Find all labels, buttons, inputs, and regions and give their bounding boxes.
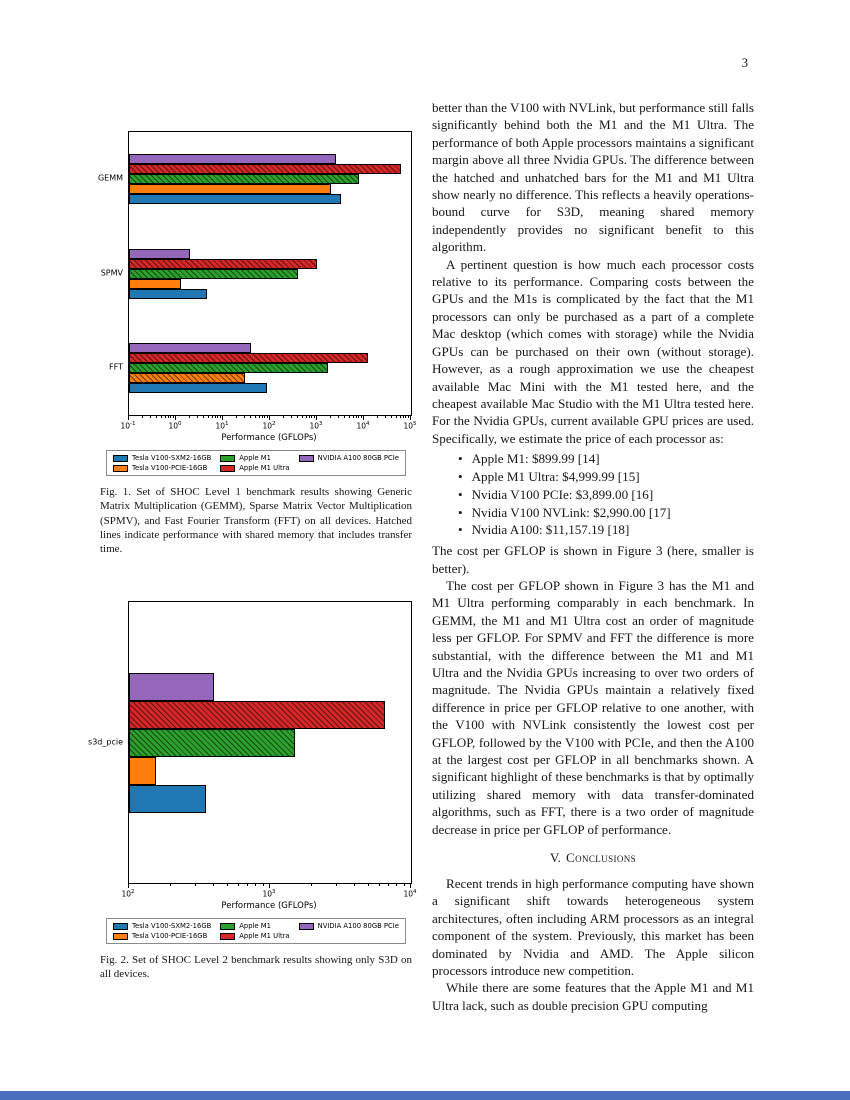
x-tick-minor [291, 416, 292, 418]
bar-spmv-nvidia-a100-80gb-pcie [129, 249, 190, 259]
ytick-s3d-pcie: s3d_pcie [88, 737, 123, 746]
bar-fft-tesla-v100-pcie-16gb [129, 373, 245, 383]
x-tick-minor [142, 416, 143, 418]
price-item-m1: • Apple M1: $899.99 [14] [458, 450, 754, 468]
x-tick-minor [344, 416, 345, 418]
x-tick-minor [255, 884, 256, 886]
x-tick-minor [168, 416, 169, 418]
fig1-x-label: Performance (GFLOPs) [221, 433, 317, 443]
x-tick-minor [408, 416, 409, 418]
x-tick-minor [396, 416, 397, 418]
x-tick-minor [396, 884, 397, 886]
x-tick-major [269, 884, 270, 888]
bar-fft-apple-m1-ultra [129, 353, 368, 363]
x-tick-minor [356, 416, 357, 418]
x-tick-minor [259, 416, 260, 418]
legend-swatch [299, 455, 314, 462]
x-tick-minor [314, 416, 315, 418]
x-tick-minor [338, 416, 339, 418]
x-tick-major [316, 416, 317, 420]
x-tick-minor [161, 416, 162, 418]
x-tick-major [222, 416, 223, 420]
bar-spmv-apple-m1-ultra [129, 259, 317, 269]
x-tick-minor [264, 416, 265, 418]
legend-label: Tesla V100-PCIE-16GB [132, 932, 208, 940]
paragraph-conclusions-1: Recent trends in high performance computing have shown a significant shift towards heterogeneous system architectures, often including ARM processors as an integral component of the system. Previously, this market has been dominated by Nvidia and AMD. The Apple silicon processors introduce new competition. [432, 876, 754, 979]
legend-swatch [113, 465, 128, 472]
xtick-label: $10^3$ [262, 889, 276, 899]
legend-item-apple-m1-ultra [220, 932, 289, 940]
fig2-caption: Fig. 2. Set of SHOC Level 2 benchmark results showing only S3D on all devices. [100, 954, 412, 981]
x-tick-minor [403, 416, 404, 418]
x-tick-minor [379, 884, 380, 886]
x-tick-minor [212, 416, 213, 418]
x-tick-minor [391, 416, 392, 418]
bar-spmv-apple-m1 [129, 269, 298, 279]
x-tick-minor [215, 416, 216, 418]
x-tick-minor [404, 884, 405, 886]
legend-swatch [113, 455, 128, 462]
fig1-y-axis [98, 131, 128, 416]
bar-s3d-pcie-apple-m1 [129, 729, 295, 757]
ytick-spmv: SPMV [100, 268, 123, 277]
bar-fft-apple-m1 [129, 363, 328, 373]
x-tick-major [363, 416, 364, 420]
bar-s3d-pcie-apple-m1-ultra [129, 701, 385, 729]
x-tick-minor [227, 884, 228, 886]
figure1-chart [97, 131, 417, 476]
bar-gemm-tesla-v100-pcie-16gb [129, 184, 331, 194]
x-tick-minor [354, 884, 355, 886]
x-tick-minor [247, 884, 248, 886]
x-tick-minor [255, 416, 256, 418]
xtick-label: $10^{-1}$ [120, 421, 136, 431]
legend-item-tesla-v100-sxm2-16gb [113, 922, 211, 930]
x-tick-minor [173, 416, 174, 418]
xtick-label: $10^0$ [168, 421, 182, 431]
price-item-a100: • Nvidia A100: $11,157.19 [18] [458, 521, 754, 539]
legend-swatch [220, 455, 235, 462]
x-tick-minor [267, 416, 268, 418]
legend-swatch [113, 923, 128, 930]
bottom-bar [0, 1091, 850, 1100]
x-tick-major [410, 884, 411, 888]
x-tick-minor [311, 416, 312, 418]
legend-label: Tesla V100-SXM2-16GB [132, 454, 212, 462]
xtick-label: $10^2$ [262, 421, 276, 431]
paragraph-cost-question: A pertinent question is how much each processor costs relative to its performance. Comparing costs between the GPUs and the M1s is complicated by the fact that the M1 processors can only be purchased as a part of a complete Mac desktop (which comes with storage) while the Nvidia GPUs can be purchased on their own (without storage). However, as a rough approximation we use the cheapest available Mac Mini with the M1 tested here, and the cheapest available Mac Studio with the M1 Ultra tested here. For the Nvidia GPUs, current available GPU prices are used. Specifically, we estimate the price of each processor as: [432, 256, 754, 446]
bar-gemm-nvidia-a100-80gb-pcie [129, 154, 336, 164]
x-tick-minor [244, 416, 245, 418]
legend-swatch [220, 933, 235, 940]
fig2-plot-area [128, 601, 412, 884]
legend-item-nvidia-a100-80gb-pcie [299, 922, 399, 930]
x-tick-minor [297, 416, 298, 418]
x-tick-major [175, 416, 176, 420]
right-column [432, 99, 754, 1014]
x-tick-major [128, 884, 129, 888]
legend-label: Apple M1 Ultra [239, 464, 290, 472]
x-tick-minor [263, 884, 264, 886]
price-item-m1-ultra: • Apple M1 Ultra: $4,999.99 [15] [458, 468, 754, 486]
fig1-legend [106, 450, 406, 476]
legend-label: Apple M1 Ultra [239, 932, 290, 940]
legend-item-tesla-v100-pcie-16gb [113, 932, 211, 940]
fig2-legend [106, 918, 406, 944]
x-tick-minor [368, 884, 369, 886]
x-tick-minor [170, 416, 171, 418]
x-tick-minor [388, 884, 389, 886]
x-tick-minor [156, 416, 157, 418]
figure-1 [97, 131, 417, 556]
x-tick-minor [250, 416, 251, 418]
x-tick-minor [220, 416, 221, 418]
fig2-x-label: Performance (GFLOPs) [221, 901, 317, 911]
section-title: Conclusions [565, 850, 637, 866]
x-tick-minor [309, 416, 310, 418]
legend-swatch [220, 923, 235, 930]
fig1-plot-area [128, 131, 412, 416]
xtick-label: $10^1$ [215, 421, 229, 431]
bar-fft-nvidia-a100-80gb-pcie [129, 343, 251, 353]
price-item-v100-pcie: • Nvidia V100 PCIe: $3,899.00 [16] [458, 486, 754, 504]
xtick-label: $10^4$ [403, 889, 417, 899]
legend-item-tesla-v100-sxm2-16gb [113, 454, 211, 462]
x-tick-minor [203, 416, 204, 418]
x-tick-minor [208, 416, 209, 418]
paragraph-s3d-discussion: better than the V100 with NVLink, but performance still falls significantly behind both the M1 and the M1 Ultra. The performance of both Apple processors maintains a significant margin above all three Nvidia GPUs. The difference between the hatched and unhatched bars for the M1 and M1 Ultra show nearly no difference. This reflects a heavily operations-bound curve for S3D, meaning shared memory independently provides no significant benefit to this algorithm. [432, 100, 754, 255]
fig1-x-ticks [120, 416, 417, 433]
fig2-x-ticks [121, 884, 417, 901]
x-tick-minor [353, 416, 354, 418]
x-tick-minor [195, 884, 196, 886]
price-item-v100-nvlink: • Nvidia V100 NVLink: $2,990.00 [17] [458, 504, 754, 522]
legend-label: Apple M1 [239, 922, 271, 930]
legend-item-apple-m1-ultra [220, 464, 289, 472]
price-list [432, 450, 754, 539]
x-tick-minor [283, 416, 284, 418]
x-tick-major [269, 416, 270, 420]
bar-spmv-tesla-v100-sxm2-16gb [129, 289, 207, 299]
bar-s3d-pcie-tesla-v100-sxm2-16gb [129, 785, 206, 813]
x-tick-minor [405, 416, 406, 418]
x-tick-minor [165, 416, 166, 418]
legend-item-tesla-v100-pcie-16gb [113, 464, 211, 472]
figure2-chart [88, 601, 417, 944]
legend-label: NVIDIA A100 80GB PCIe [317, 454, 399, 462]
x-tick-minor [170, 884, 171, 886]
x-tick-minor [361, 416, 362, 418]
ytick-gemm: GEMM [97, 173, 123, 183]
legend-swatch [113, 933, 128, 940]
bar-s3d-pcie-nvidia-a100-80gb-pcie [129, 673, 214, 701]
x-tick-minor [150, 416, 151, 418]
x-tick-minor [349, 416, 350, 418]
xtick-label: $10^4$ [356, 421, 370, 431]
x-tick-minor [197, 416, 198, 418]
bar-gemm-tesla-v100-sxm2-16gb [129, 194, 341, 204]
legend-item-apple-m1 [220, 922, 289, 930]
x-tick-minor [306, 416, 307, 418]
bar-gemm-apple-m1-ultra [129, 164, 401, 174]
legend-label: Tesla V100-PCIE-16GB [132, 464, 208, 472]
legend-item-nvidia-a100-80gb-pcie [299, 454, 399, 462]
x-tick-major [410, 416, 411, 420]
x-tick-minor [358, 416, 359, 418]
legend-swatch [220, 465, 235, 472]
legend-label: NVIDIA A100 80GB PCIe [317, 922, 399, 930]
legend-label: Tesla V100-SXM2-16GB [132, 922, 212, 930]
x-tick-minor [238, 884, 239, 886]
x-tick-minor [302, 416, 303, 418]
x-tick-major [128, 416, 129, 420]
x-tick-minor [236, 416, 237, 418]
paragraph-figure3-ref: The cost per GFLOP is shown in Figure 3 (here, smaller is better). [432, 543, 754, 576]
bar-fft-tesla-v100-sxm2-16gb [129, 383, 267, 393]
x-tick-minor [213, 884, 214, 886]
ytick-fft: FFT [109, 362, 123, 372]
xtick-label: $10^3$ [309, 421, 323, 431]
paragraph-cost-per-gflop: The cost per GFLOP shown in Figure 3 has the M1 and M1 Ultra performing comparably in each benchmark. In GEMM, the M1 and M1 Ultra cost an order of magnitude less per GFLOP. For SPMV and FFT the difference is more substantial, with the difference between the M1 and M1 Ultra and the Nvidia GPUs increasing to over two orders of magnitude. The Nvidia GPUs maintain a relatively fixed difference in price per GFLOP relative to one another, with the V100 with NVLink consistently the lowest cost per GFLOP, followed by the V100 with PCIe, and then the A100 at the largest cost per GFLOP in all benchmarks shown. A significant highlight of these benchmarks is that by optimally utilizing shared memory with data transfer-dominated algorithms, such as FFT, there is a two order of magnitude decrease in price per GFLOP of performance. [432, 577, 754, 837]
x-tick-minor [262, 416, 263, 418]
legend-label: Apple M1 [239, 454, 271, 462]
figure-2 [88, 601, 417, 982]
bar-spmv-tesla-v100-pcie-16gb [129, 279, 181, 289]
x-tick-minor [377, 416, 378, 418]
x-tick-minor [385, 416, 386, 418]
x-tick-minor [400, 416, 401, 418]
legend-item-apple-m1 [220, 454, 289, 462]
x-tick-minor [330, 416, 331, 418]
bar-gemm-apple-m1 [129, 174, 359, 184]
legend-swatch [299, 923, 314, 930]
section-heading-conclusions [432, 850, 754, 866]
x-tick-minor [189, 416, 190, 418]
paragraph-conclusions-2: While there are some features that the Apple M1 and M1 Ultra lack, such as double precision GPU computing [432, 980, 754, 1013]
xtick-label: $10^5$ [403, 421, 417, 431]
fig1-caption: Fig. 1. Set of SHOC Level 1 benchmark results showing Generic Matrix Multiplication (GEMM), Sparse Matrix Vector Multiplication (SPMV), and Fast Fourier Transform (FFT) on all devices. Hatched lines indicate performance with shared memory that includes transfer time. [100, 486, 412, 556]
xtick-label: $10^2$ [121, 889, 135, 899]
bar-s3d-pcie-tesla-v100-pcie-16gb [129, 757, 156, 785]
x-tick-minor [336, 884, 337, 886]
x-tick-minor [311, 884, 312, 886]
section-number: V. [549, 850, 561, 866]
x-tick-minor [217, 416, 218, 418]
fig2-y-axis [88, 601, 128, 884]
page-number: 3 [741, 56, 748, 70]
